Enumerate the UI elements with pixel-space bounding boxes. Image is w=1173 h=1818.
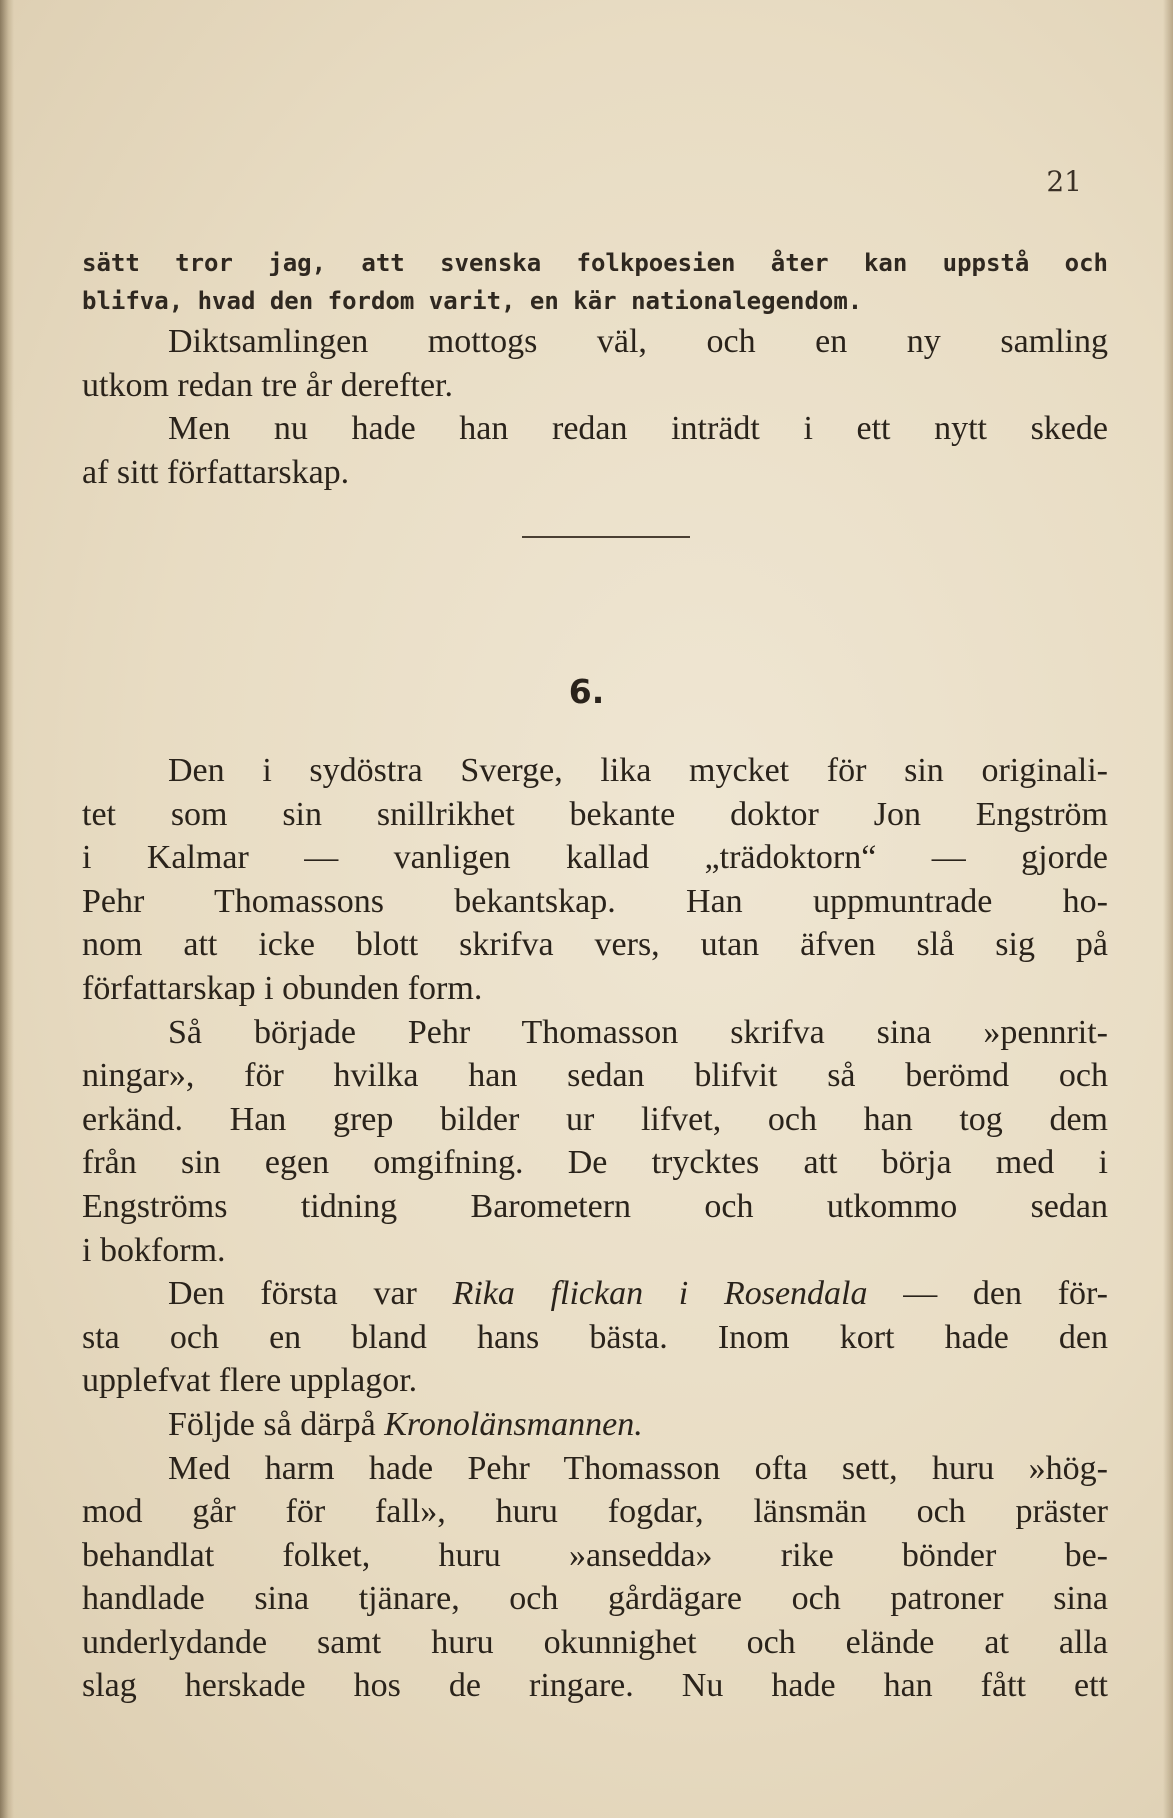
section-number: 6. — [568, 672, 605, 711]
text-segment: Följde så därpå — [168, 1405, 385, 1443]
text-line: från sin egen omgifning. De trycktes att börja med i — [82, 1144, 1108, 1182]
text-line: underlydande samt huru okunnighet och elände at alla — [82, 1623, 1108, 1661]
text-segment: Den första var — [168, 1275, 453, 1313]
text-line: sta och en bland hans bästa. Inom kort hade den — [82, 1318, 1108, 1356]
text-line: af sitt författarskap. — [82, 453, 350, 491]
text-line: erkänd. Han grep bilder ur lifvet, och han tog dem — [82, 1100, 1108, 1138]
text-line: Men nu hade han redan inträdt i ett nytt skede — [168, 410, 1108, 448]
text-line: utkom redan tre år derefter. — [82, 366, 453, 404]
text-line: sätt tror jag, att svenska folkpoesien åter kan uppstå och — [82, 249, 1108, 277]
text-line: Engströms tidning Barometern och utkommo sedan — [82, 1187, 1108, 1225]
text-line: Den i sydöstra Sverge, lika mycket för sin originali- — [168, 752, 1108, 789]
book-title-italic: Kronolänsmannen. — [384, 1405, 643, 1443]
page-edge-shadow — [1163, 0, 1173, 1818]
text-line: upplefvat flere upplagor. — [82, 1362, 418, 1400]
text-block-section-6 — [82, 749, 1108, 1708]
text-line: blifva, hvad den fordom varit, en kär nationalegendom. — [82, 287, 863, 315]
page-spine-shadow — [0, 0, 14, 1818]
text-line: tet som sin snillrikhet bekante doktor Jon Engström — [82, 795, 1108, 833]
text-line: Så började Pehr Thomasson skrifva sina »pennrit- — [168, 1013, 1108, 1051]
text-line: ningar», för hvilka han sedan blifvit så berömd och — [82, 1057, 1108, 1095]
section-divider-rule — [522, 536, 690, 538]
text-line: slag herskade hos de ringare. Nu hade han fått ett — [82, 1667, 1108, 1705]
text-line: nom att icke blott skrifva vers, utan äfven slå sig på — [82, 926, 1108, 964]
text-line: i bokform. — [82, 1231, 226, 1269]
page-number: 21 — [1046, 165, 1082, 198]
text-line: mod går för fall», huru fogdar, länsmän och präster — [82, 1493, 1108, 1531]
text-line-with-title — [82, 1272, 1108, 1316]
text-line: Diktsamlingen mottogs väl, och en ny samling — [168, 323, 1108, 360]
text-line: författarskap i obunden form. — [82, 969, 483, 1007]
book-title-italic: Rika flickan i Rosendala — [452, 1275, 868, 1313]
text-block-top — [82, 244, 1108, 494]
text-line: behandlat folket, huru »ansedda» rike bönder be- — [82, 1536, 1108, 1574]
text-line: Med harm hade Pehr Thomasson ofta sett, huru »hög- — [168, 1449, 1108, 1487]
text-line: Pehr Thomassons bekantskap. Han uppmuntrade ho- — [82, 882, 1108, 920]
text-line: handlade sina tjänare, och gårdägare och patroner sina — [82, 1580, 1108, 1618]
text-line: i Kalmar — vanligen kallad „trädoktorn“ — gjorde — [82, 839, 1108, 877]
text-segment: — den för- — [867, 1275, 1108, 1313]
text-line-with-title — [82, 1403, 1108, 1447]
